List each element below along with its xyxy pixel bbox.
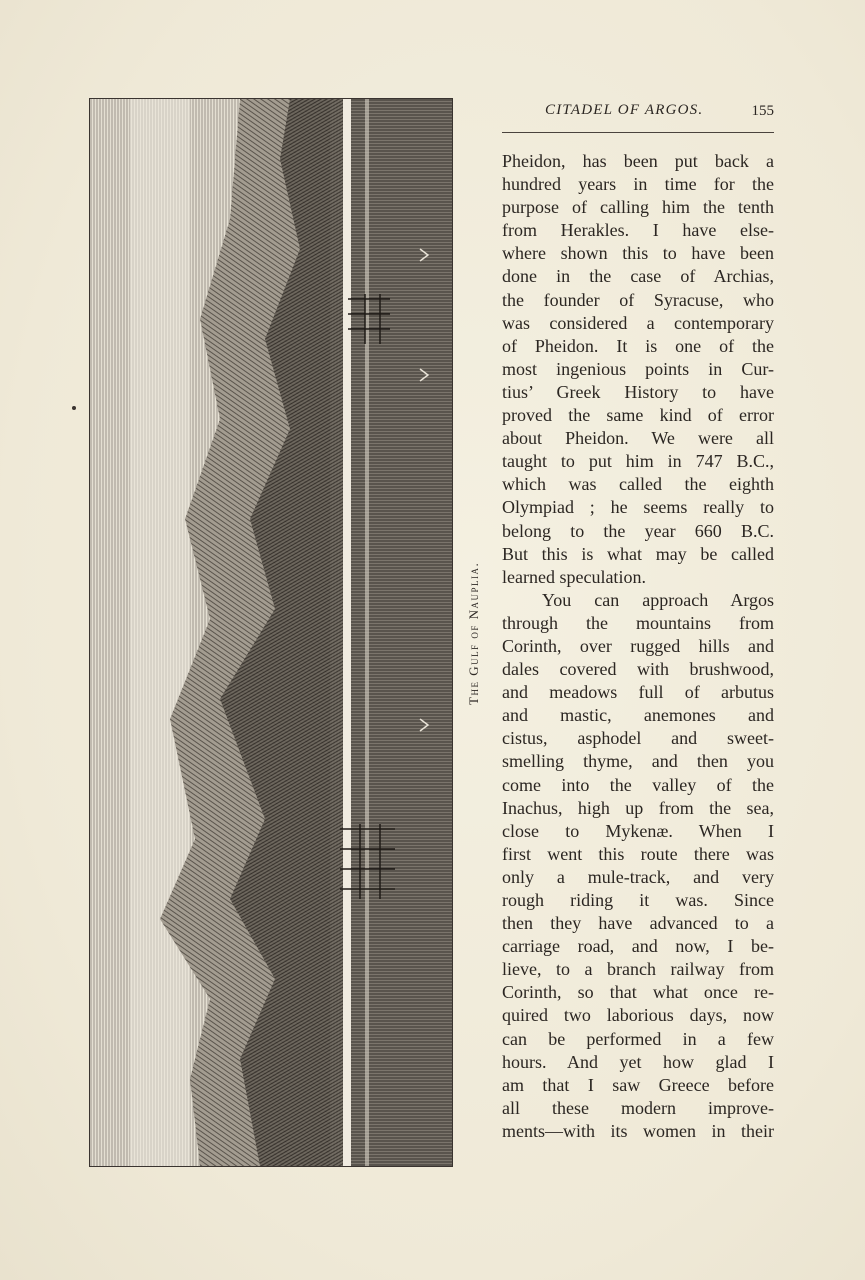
text-line: of Pheidon. It is one of the xyxy=(502,335,774,356)
text-line: Inachus, high up from the sea, xyxy=(502,797,774,818)
text-line: which was called the eighth xyxy=(502,474,774,495)
text-line: hours. And yet how glad I xyxy=(502,1051,774,1072)
text-line: most ingenious points in Cur- xyxy=(502,358,774,379)
text-line: purpose of calling him the tenth xyxy=(502,197,774,218)
text-line: dales covered with brushwood, xyxy=(502,659,774,680)
text-line: then they have advanced to a xyxy=(502,913,774,934)
text-line: carriage road, and now, I be- xyxy=(502,936,774,957)
text-line: proved the same kind of error xyxy=(502,405,774,426)
text-line: the founder of Syracuse, who xyxy=(502,289,774,310)
text-line: quired two laborious days, now xyxy=(502,1005,774,1026)
text-line: ments—with its women in their xyxy=(502,1120,774,1141)
text-line: Olympiad ; he seems really to xyxy=(502,497,774,518)
text-line: only a mule-track, and very xyxy=(502,866,774,887)
text-line: Corinth, over rugged hills and xyxy=(502,635,774,656)
running-head xyxy=(502,100,774,128)
text-line: cistus, asphodel and sweet- xyxy=(502,728,774,749)
text-line: from Herakles. I have else- xyxy=(502,220,774,241)
text-line: learned speculation. xyxy=(502,566,646,587)
text-line: belong to the year 660 B.C. xyxy=(502,520,774,541)
text-line: rough riding it was. Since xyxy=(502,890,774,910)
text-line: You can approach Argos xyxy=(542,589,774,610)
text-line: and mastic, anemones and xyxy=(502,705,774,726)
text-line: But this is what may be called xyxy=(502,543,774,564)
text-line: all these modern improve- xyxy=(502,1097,774,1118)
text-line: lieve, to a branch railway from xyxy=(502,959,774,980)
text-line: first went this route there was xyxy=(502,843,774,864)
text-line: smelling thyme, and then you xyxy=(502,751,774,772)
gulf-engraving-drawing xyxy=(90,99,452,1166)
text-line: come into the valley of the xyxy=(502,774,774,795)
text-line: am that I saw Greece before xyxy=(502,1074,774,1095)
body-text xyxy=(502,150,774,1143)
text-line: tius’ Greek History to have xyxy=(502,381,774,402)
ink-dot xyxy=(72,406,76,410)
text-line: was considered a contemporary xyxy=(502,312,774,333)
text-line: hundred years in time for the xyxy=(502,174,774,195)
text-line: close to Mykenæ. When I xyxy=(502,820,774,841)
text-line: where shown this to have been xyxy=(502,243,774,264)
text-line: done in the case of Archias, xyxy=(502,266,774,287)
page-number: 155 xyxy=(751,103,774,119)
text-line: and meadows full of arbutus xyxy=(502,682,774,703)
text-line: Pheidon, has been put back a xyxy=(502,151,774,171)
text-line: about Pheidon. We were all xyxy=(502,428,774,449)
header-rule xyxy=(502,132,774,133)
text-line: through the mountains from xyxy=(502,612,774,633)
text-line: Corinth, so that what once re- xyxy=(502,982,774,1003)
text-line: taught to put him in 747 B.C., xyxy=(502,451,774,472)
engraving-illustration xyxy=(89,98,453,1167)
text-line: can be performed in a few xyxy=(502,1028,774,1049)
figure-caption: The Gulf of Nauplia. xyxy=(466,561,481,705)
running-head-title: CITADEL OF ARGOS. xyxy=(545,102,704,118)
